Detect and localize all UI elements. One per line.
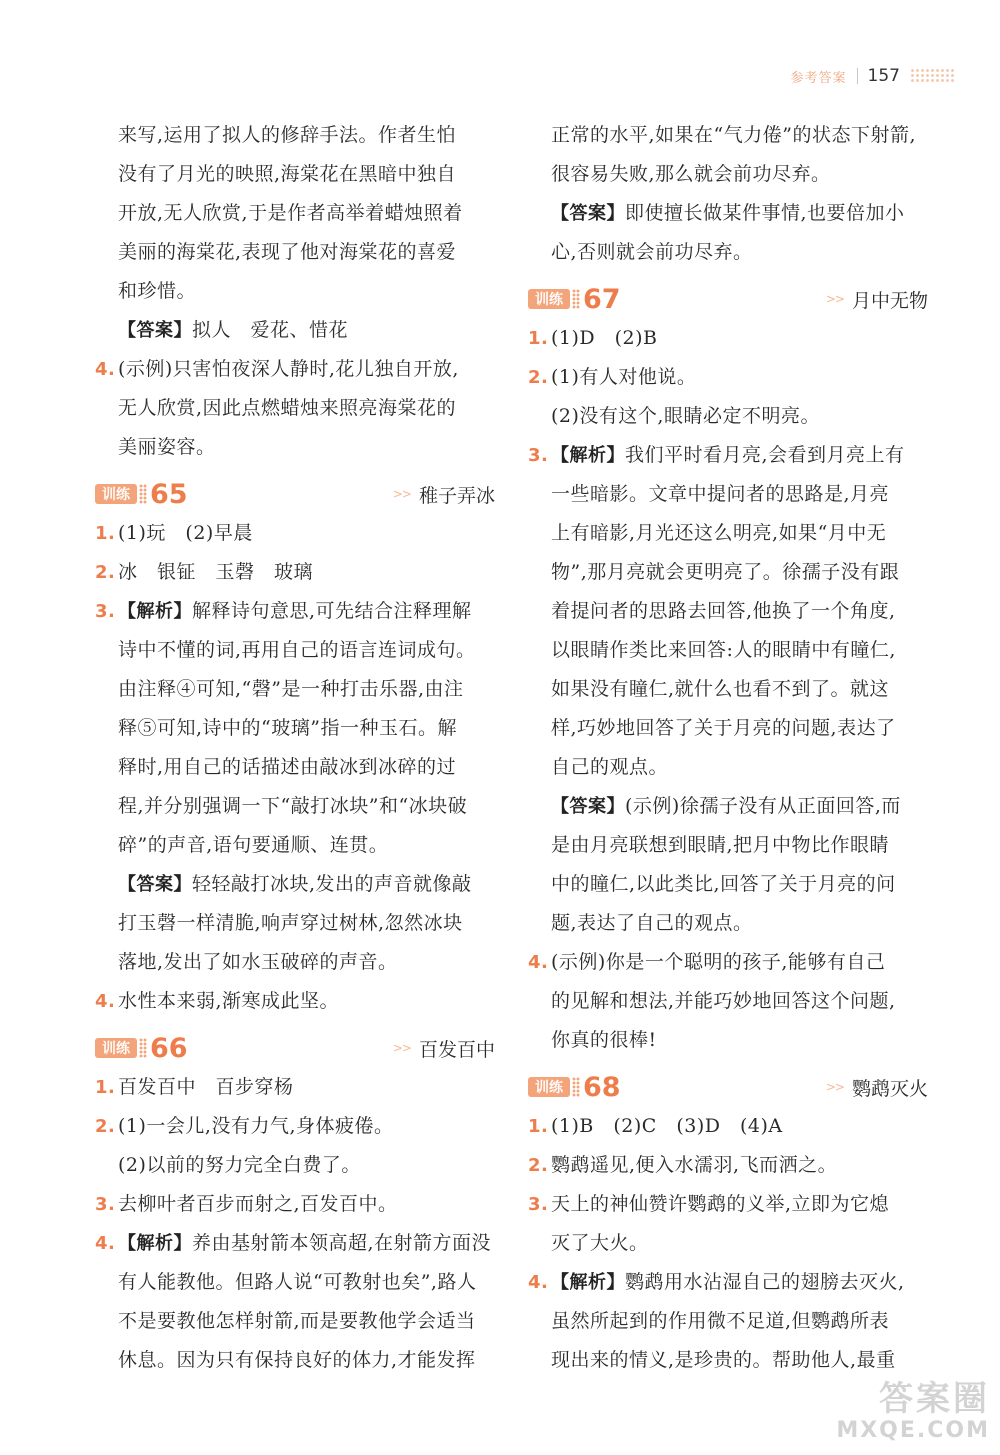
- text-line: 美丽的海棠花,表现了他对海棠花的喜爱: [118, 241, 457, 263]
- section-header-67: [528, 281, 928, 317]
- analysis-tag: 【解析】: [551, 1272, 625, 1293]
- text-line: 的见解和想法,并能巧妙地回答这个问题,: [551, 990, 896, 1012]
- text-line: 自己的观点。: [551, 756, 669, 778]
- question-number: 1.: [95, 523, 116, 544]
- question-3: [528, 1185, 928, 1224]
- answer-text: 拟人 爱花、惜花: [192, 319, 349, 341]
- text-line: 开放,无人欣赏,于是作者高举着蜡烛照着: [118, 202, 463, 224]
- question-number: 3.: [95, 1194, 116, 1215]
- answer-text: 冰 银钲 玉磬 玻璃: [118, 561, 314, 583]
- answer-text: 天上的神仙赞许鹦鹉的义举,立即为它熄: [551, 1193, 890, 1215]
- watermark: [836, 1380, 990, 1443]
- text-line: 和珍惜。: [118, 280, 197, 302]
- dot-pattern-icon: [910, 68, 956, 84]
- text-line: 很容易失败,那么就会前功尽弃。: [551, 163, 831, 185]
- section-number: 67: [583, 283, 621, 315]
- question-number: 4.: [95, 1233, 116, 1254]
- text-line: 无人欣赏,因此点燃蜡烛来照亮海棠花的: [118, 397, 457, 419]
- section-title: 稚子弄冰: [418, 484, 495, 507]
- watermark-text: 答案圈: [879, 1379, 990, 1419]
- answer-tag: 【答案】: [118, 874, 192, 895]
- section-header-65: [95, 476, 495, 512]
- text-line: 鹦鹉用水沾湿自己的翅膀去灭火,: [625, 1271, 905, 1293]
- answer-tag: 【答案】: [551, 203, 625, 224]
- text-line: 碎”的声音,语句要通顺、连贯。: [118, 834, 389, 856]
- badge-dots-icon: [572, 1077, 580, 1097]
- question-number: 1.: [528, 328, 549, 349]
- text-line: (示例)你是一个聪明的孩子,能够有自己: [551, 951, 886, 973]
- text-line: 落地,发出了如水玉破碎的声音。: [118, 951, 398, 973]
- training-badge: 训练: [528, 289, 570, 309]
- text-line: 虽然所起到的作用微不足道,但鹦鹉所表: [551, 1310, 890, 1332]
- text-line: (示例)只害怕夜深人静时,花儿独自开放,: [118, 358, 459, 380]
- training-badge: 训练: [95, 1038, 137, 1058]
- answer-text: 百发百中 百步穿杨: [118, 1076, 294, 1098]
- text-line: 释时,用自己的话描述由敲冰到冰碎的过: [118, 756, 457, 778]
- section-header-66: [95, 1030, 495, 1066]
- text-line: 有人能教他。但路人说“可教射也矣”,路人: [118, 1271, 477, 1293]
- question-3: [528, 436, 928, 475]
- text-line: 诗中不懂的词,再用自己的语言连词成句。: [118, 639, 476, 661]
- section-title: 百发百中: [418, 1038, 495, 1061]
- section-title: 鹦鹉灭火: [851, 1077, 928, 1100]
- header-label: 参考答案: [790, 70, 847, 86]
- answer-text: (1)有人对他说。: [551, 366, 697, 388]
- text-line: 如果没有瞳仁,就什么也看不到了。就这: [551, 678, 890, 700]
- text-line: 养由基射箭本领高超,在射箭方面没: [192, 1232, 492, 1254]
- text-line: 着提问者的思路去回答,他换了一个角度,: [551, 600, 896, 622]
- answer-text: 轻轻敲打冰块,发出的声音就像敲: [192, 873, 472, 895]
- text-line: 以眼睛作类比来回答:人的眼睛中有瞳仁,: [551, 639, 896, 661]
- text-line: (2)以前的努力完全白费了。: [118, 1154, 361, 1176]
- section-number: 65: [150, 478, 188, 510]
- question-2: [95, 553, 495, 592]
- question-number: 2.: [95, 562, 116, 583]
- text-line: 上有暗影,月光还这么明亮,如果“月中无: [551, 522, 887, 544]
- question-number: 1.: [95, 1077, 116, 1098]
- text-line: 你真的很棒!: [551, 1029, 657, 1051]
- text-line: 灭了大火。: [551, 1232, 649, 1254]
- answer-tag: 【答案】: [118, 320, 192, 341]
- answer-text: 去柳叶者百步而射之,百发百中。: [118, 1193, 398, 1215]
- question-1: [95, 514, 495, 553]
- answer-text: (1)一会儿,没有力气,身体疲倦。: [118, 1115, 394, 1137]
- page-header: [791, 66, 956, 86]
- question-number: 3.: [95, 601, 116, 622]
- training-badge: 训练: [95, 484, 137, 504]
- header-divider: [857, 68, 858, 84]
- text-line: 程,并分别强调一下“敲打冰块”和“冰块破: [118, 795, 468, 817]
- answer-text: (1)D (2)B: [551, 327, 658, 349]
- double-chevron-icon: >>: [392, 1041, 411, 1055]
- double-chevron-icon: >>: [825, 292, 844, 306]
- page-number: 157: [867, 66, 900, 86]
- section-header-68: [528, 1069, 928, 1105]
- text-line: 休息。因为只有保持良好的体力,才能发挥: [118, 1349, 476, 1371]
- training-badge: 训练: [528, 1077, 570, 1097]
- question-number: 4.: [95, 359, 116, 380]
- text-line: 心,否则就会前功尽弃。: [551, 241, 753, 263]
- question-1: [528, 1107, 928, 1146]
- question-number: 1.: [528, 1116, 549, 1137]
- answer-text: 水性本来弱,渐寒成此坚。: [118, 990, 340, 1012]
- text-line: 一些暗影。文章中提问者的思路是,月亮: [551, 483, 890, 505]
- question-number: 4.: [95, 991, 116, 1012]
- question-number: 2.: [95, 1116, 116, 1137]
- answer-line: [95, 865, 495, 904]
- question-4: [528, 1263, 928, 1302]
- analysis-tag: 【解析】: [551, 445, 625, 466]
- text-line: 正常的水平,如果在“气力倦”的状态下射箭,: [551, 124, 917, 146]
- badge-dots-icon: [139, 484, 147, 504]
- question-number: 2.: [528, 367, 549, 388]
- double-chevron-icon: >>: [392, 487, 411, 501]
- text-line: 现出来的情义,是珍贵的。帮助他人,最重: [551, 1349, 896, 1371]
- section-number: 66: [150, 1032, 188, 1064]
- question-4: [95, 350, 495, 389]
- answer-tag: 【答案】: [551, 796, 625, 817]
- text-line: 样,巧妙地回答了关于月亮的问题,表达了: [551, 717, 896, 739]
- question-number: 4.: [528, 952, 549, 973]
- question-4: [95, 982, 495, 1021]
- badge-dots-icon: [572, 289, 580, 309]
- answer-text: (示例)徐孺子没有从正面回答,而: [625, 795, 901, 817]
- answer-text: 即使擅长做某件事情,也要倍加小: [625, 202, 905, 224]
- analysis-tag: 【解析】: [118, 601, 192, 622]
- text-line: 由注释④可知,“磬”是一种打击乐器,由注: [118, 678, 464, 700]
- question-number: 2.: [528, 1155, 549, 1176]
- text-line: 我们平时看月亮,会看到月亮上有: [625, 444, 905, 466]
- question-2: [95, 1107, 495, 1146]
- double-chevron-icon: >>: [825, 1080, 844, 1094]
- text-line: 没有了月光的映照,海棠花在黑暗中独自: [118, 163, 457, 185]
- question-number: 3.: [528, 445, 549, 466]
- text-line: 物”,那月亮就会更明亮了。徐孺子没有跟: [551, 561, 900, 583]
- question-number: 4.: [528, 1272, 549, 1293]
- text-line: 是由月亮联想到眼睛,把月中物比作眼睛: [551, 834, 890, 856]
- question-4: [95, 1224, 495, 1263]
- text-line: 不是要教他怎样射箭,而是要教他学会适当: [118, 1310, 476, 1332]
- left-column: [95, 116, 495, 1380]
- right-column: [528, 116, 928, 1380]
- text-line: 来写,运用了拟人的修辞手法。作者生怕: [118, 124, 457, 146]
- section-number: 68: [583, 1071, 621, 1103]
- question-2: [528, 358, 928, 397]
- answer-text: (1)玩 (2)早晨: [118, 522, 253, 544]
- section-title: 月中无物: [851, 289, 928, 312]
- watermark-url: MXQE.COM: [836, 1418, 990, 1443]
- answer-text: 鹦鹉遥见,便入水濡羽,飞而洒之。: [551, 1154, 838, 1176]
- answer-line: [95, 311, 495, 350]
- text-line: 释⑤可知,诗中的“玻璃”指一种玉石。解: [118, 717, 457, 739]
- text-line: 美丽姿容。: [118, 436, 216, 458]
- text-line: 打玉磬一样清脆,响声穿过树林,忽然冰块: [118, 912, 463, 934]
- answer-line: [528, 787, 928, 826]
- text-line: 中的瞳仁,以此类比,回答了关于月亮的问: [551, 873, 896, 895]
- text-line: 题,表达了自己的观点。: [551, 912, 753, 934]
- text-line: 解释诗句意思,可先结合注释理解: [192, 600, 472, 622]
- question-1: [528, 319, 928, 358]
- question-4: [528, 943, 928, 982]
- answer-text: (1)B (2)C (3)D (4)A: [551, 1115, 783, 1137]
- answer-line: [528, 194, 928, 233]
- badge-dots-icon: [139, 1038, 147, 1058]
- question-2: [528, 1146, 928, 1185]
- text-line: (2)没有这个,眼睛必定不明亮。: [551, 405, 820, 427]
- question-number: 3.: [528, 1194, 549, 1215]
- question-3: [95, 1185, 495, 1224]
- analysis-tag: 【解析】: [118, 1233, 192, 1254]
- question-1: [95, 1068, 495, 1107]
- question-3: [95, 592, 495, 631]
